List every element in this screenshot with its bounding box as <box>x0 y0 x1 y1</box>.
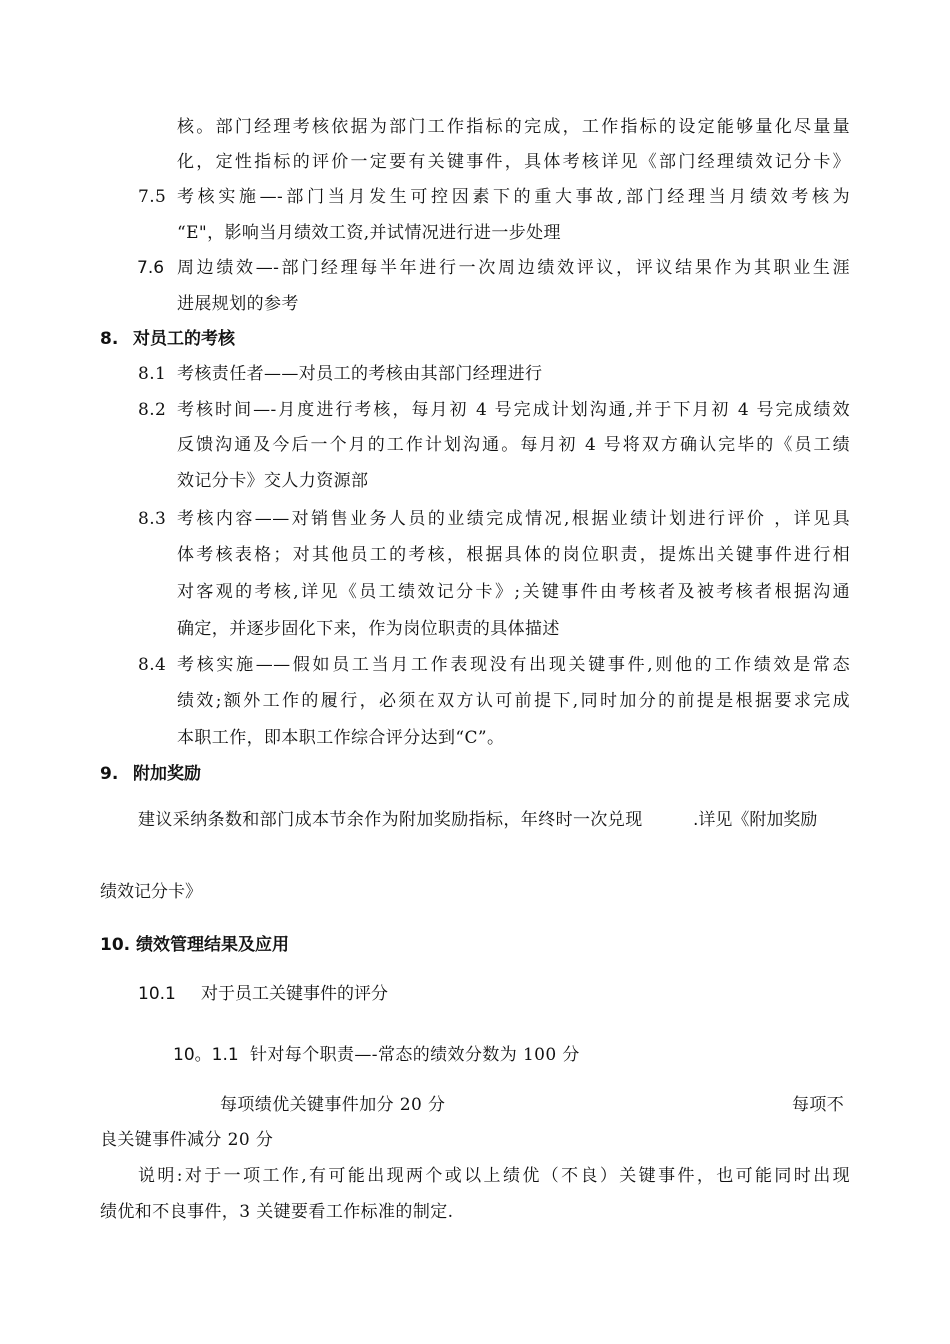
note-line-2: 绩优和不良事件，3 关键要看工作标准的制定. <box>100 1202 454 1222</box>
item-8-4-line-2: 绩效;额外工作的履行，必须在双方认可前提下,同时加分的前提是根据要求完成 <box>177 691 850 711</box>
item-7-5-line-1: 考核实施—-部门当月发生可控因素下的重大事故,部门经理当月绩效考核为 <box>177 187 850 207</box>
section-9-number: 9. <box>100 764 119 784</box>
section-10-heading: 10. 绩效管理结果及应用 <box>100 935 290 955</box>
sec7-continuation-line-1: 核。部门经理考核依据为部门工作指标的完成，工作指标的设定能够量化尽量量 <box>177 117 850 137</box>
item-8-4-line-3: 本职工作，即本职工作综合评分达到“C”。 <box>177 728 505 748</box>
section-9-paragraph-part-3: 绩效记分卡》 <box>100 882 202 902</box>
item-8-2-line-2: 反馈沟通及今后一个月的工作计划沟通。每月初 4 号将双方确认完毕的《员工绩 <box>177 435 850 455</box>
item-8-2-line-1: 考核时间—-月度进行考核，每月初 4 号完成计划沟通,并于下月初 4 号完成绩效 <box>177 400 850 420</box>
item-8-2-number: 8.2 <box>138 400 167 420</box>
item-8-2-line-3: 效记分卡》交人力资源部 <box>177 471 369 491</box>
item-8-3-number: 8.3 <box>138 509 167 529</box>
subsection-10-1-title: 对于员工关键事件的评分 <box>201 984 388 1004</box>
sec7-continuation-line-2: 化，定性指标的评价一定要有关键事件，具体考核详见《部门经理绩效记分卡》 <box>177 152 850 172</box>
note-line-1: 说明:对于一项工作,有可能出现两个或以上绩优（不良）关键事件，也可能同时出现 <box>138 1166 850 1186</box>
item-8-3-line-1: 考核内容——对销售业务人员的业绩完成情况,根据业绩计划进行评价 ，详见具 <box>177 509 850 529</box>
item-8-1-number: 8.1 <box>138 364 167 384</box>
section-9-paragraph-part-1: 建议采纳条数和部门成本节余作为附加奖励指标，年终时一次兑现 <box>138 810 643 830</box>
penalty-points-text-part-2: 良关键事件减分 20 分 <box>100 1130 274 1150</box>
section-9-paragraph-part-2: .详见《附加奖励 <box>693 810 818 830</box>
item-7-5-number: 7.5 <box>138 187 167 207</box>
subsection-10-1-number: 10.1 <box>138 984 176 1004</box>
section-9-heading: 附加奖励 <box>133 764 201 784</box>
item-8-3-line-3: 对客观的考核,详见《员工绩效记分卡》;关键事件由考核者及被考核者根据沟通 <box>177 582 850 602</box>
item-7-6-number: 7.6 <box>137 258 165 278</box>
section-8-heading: 对员工的考核 <box>133 329 235 349</box>
item-8-4-number: 8.4 <box>138 655 167 675</box>
penalty-points-text-part-1: 每项不 <box>792 1095 845 1115</box>
bonus-points-text: 每项绩优关键事件加分 20 分 <box>220 1095 446 1115</box>
item-8-4-line-1: 考核实施——假如员工当月工作表现没有出现关键事件,则他的工作绩效是常态 <box>177 655 850 675</box>
item-7-5-line-2: “E"，影响当月绩效工资,并试情况进行进一步处理 <box>177 223 561 243</box>
item-7-6-line-2: 进展规划的参考 <box>177 294 299 314</box>
section-8-number: 8. <box>100 329 119 349</box>
item-8-3-line-4: 确定，并逐步固化下来，作为岗位职责的具体描述 <box>177 619 560 639</box>
item-8-1-line-1: 考核责任者——对员工的考核由其部门经理进行 <box>177 364 543 384</box>
item-8-3-line-2: 体考核表格；对其他员工的考核，根据具体的岗位职责，提炼出关键事件进行相 <box>177 545 850 565</box>
subsection-10-1-1-text: 针对每个职责—-常态的绩效分数为 100 分 <box>250 1045 580 1065</box>
item-7-6-line-1: 周边绩效—-部门经理每半年进行一次周边绩效评议，评议结果作为其职业生涯 <box>177 258 850 278</box>
subsection-10-1-1-number: 10。1.1 <box>173 1045 239 1065</box>
